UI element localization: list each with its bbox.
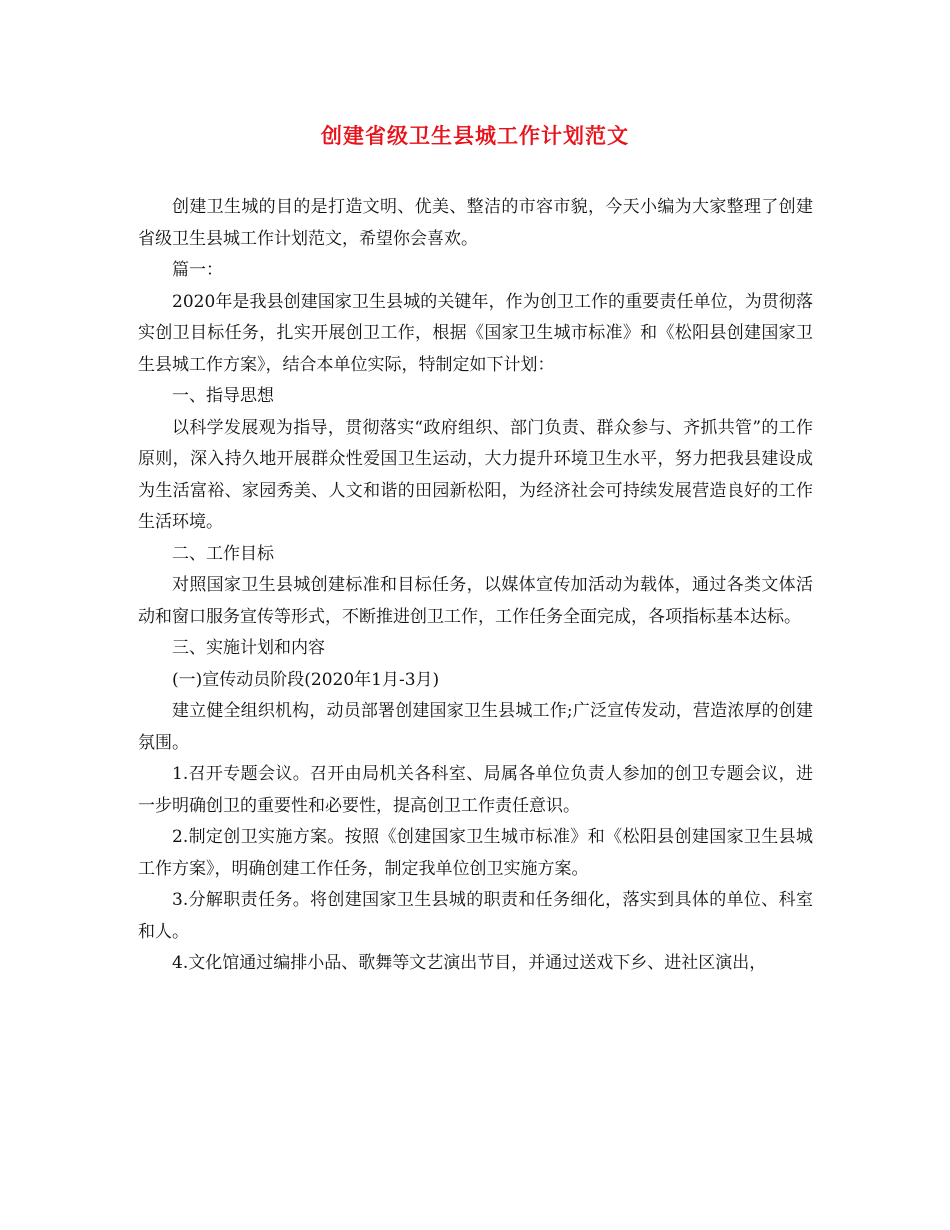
paragraph-intro: 创建卫生城的目的是打造文明、优美、整洁的市容市貌，今天小编为大家整理了创建省级卫生县城工作计划范文，希望你会喜欢。 [138,197,813,249]
paragraph-background: 2020年是我县创建国家卫生县城的关键年，作为创卫工作的重要责任单位，为贯彻落实创卫目标任务，扎实开展创卫工作，根据《国家卫生城市标准》和《松阳县创建国家卫生县城工作方案》，结合本单位实际，特制定如下计划： [138,291,813,375]
paragraph-part-one-label: 篇一： [172,260,223,280]
heading-guiding-ideology: 一、指导思想 [172,386,274,406]
list-item-2: 2.制定创卫实施方案。按照《创建国家卫生城市标准》和《松阳县创建国家卫生县城工作方案》，明确创建工作任务，制定我单位创卫实施方案。 [138,827,813,879]
subheading-publicity-stage: (一)宣传动员阶段(2020年1月-3月) [172,669,440,690]
paragraph-publicity-stage: 建立健全组织机构，动员部署创建国家卫生县城工作;广泛宣传发动，营造浓厚的创建氛围。 [138,701,813,753]
document-title: 创建省级卫生县城工作计划范文 [321,123,629,148]
paragraph-work-goals: 对照国家卫生县城创建标准和目标任务，以媒体宣传加活动为载体，通过各类文体活动和窗口服务宣传等形式，不断推进创卫工作，工作任务全面完成，各项指标基本达标。 [138,575,813,627]
list-item-4: 4.文化馆通过编排小品、歌舞等文艺演出节目，并通过送戏下乡、进社区演出， [172,953,767,973]
heading-work-goals: 二、工作目标 [172,543,274,564]
heading-implementation-plan: 三、实施计划和内容 [172,638,325,658]
document-body [138,192,813,980]
paragraph-guiding-ideology: 以科学发展观为指导，贯彻落实“政府组织、部门负责、群众参与、齐抓共管”的工作原则，深入持久地开展群众性爱国卫生运动，大力提升环境卫生水平，努力把我县建设成为生活富裕、家园秀美、人文和谐的田园新松阳，为经济社会可持续发展营造良好的工作生活环境。 [138,417,813,532]
list-item-3: 3.分解职责任务。将创建国家卫生县城的职责和任务细化，落实到具体的单位、科室和人。 [138,890,813,942]
list-item-1: 1.召开专题会议。召开由局机关各科室、局属各单位负责人参加的创卫专题会议，进一步明确创卫的重要性和必要性，提高创卫工作责任意识。 [138,764,813,816]
